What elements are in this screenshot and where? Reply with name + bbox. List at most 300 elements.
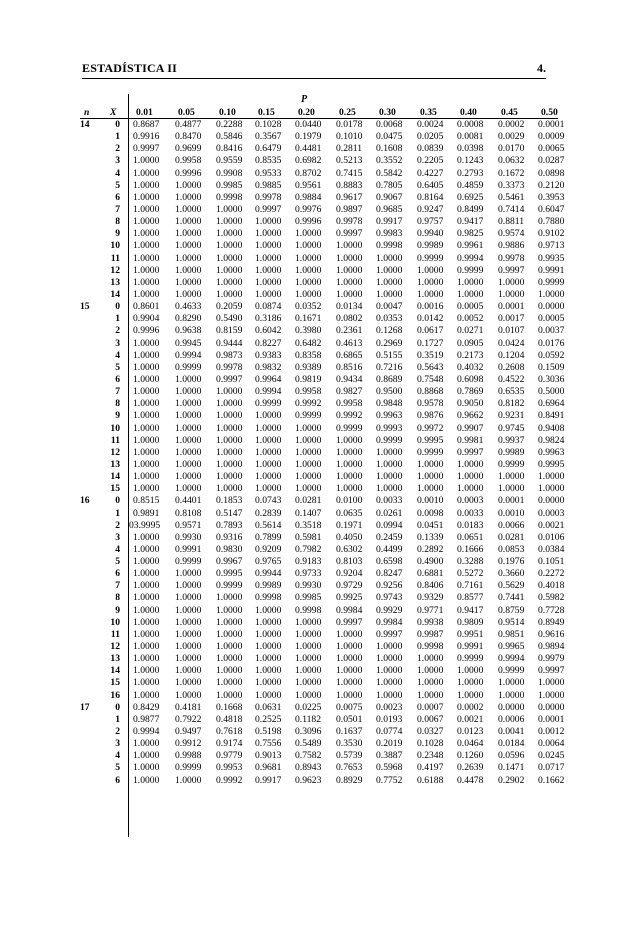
- probability-cell: 0.8689: [376, 373, 403, 385]
- probability-cell: 0.0353: [376, 313, 403, 325]
- probability-cell: 1.0000: [175, 653, 202, 665]
- probability-cell: 0.7618: [216, 726, 243, 738]
- probability-cell: 0.9329: [417, 592, 444, 604]
- probability-cell: 1.0000: [457, 483, 484, 495]
- table-row: [80, 750, 565, 762]
- probability-cell: 1.0000: [175, 191, 202, 203]
- probability-cell: 1.0000: [376, 665, 403, 677]
- x-value: 6: [115, 568, 120, 580]
- probability-cell: 0.9985: [216, 179, 243, 191]
- probability-cell: 0.0023: [376, 701, 403, 713]
- probability-cell: 1.0000: [336, 628, 363, 640]
- probability-cell: 0.2205: [417, 155, 444, 167]
- probability-cell: 0.1668: [216, 701, 243, 713]
- x-value: 9: [115, 604, 120, 616]
- probability-cell: 0.3036: [538, 373, 565, 385]
- probability-cell: 0.2969: [376, 337, 403, 349]
- probability-cell: 0.2902: [498, 774, 525, 786]
- probability-cell: 0.1051: [538, 556, 565, 568]
- x-value: 0: [115, 301, 120, 313]
- probability-cell: 0.9616: [538, 628, 565, 640]
- n-value: 15: [80, 301, 90, 313]
- page-number-value: 4: [537, 61, 543, 75]
- probability-cell: 0.0005: [538, 313, 565, 325]
- probability-cell: 0.6865: [336, 349, 363, 361]
- probability-cell: 1.0000: [376, 446, 403, 458]
- probability-cell: 0.9930: [175, 531, 202, 543]
- probability-cell: 1.0000: [133, 410, 160, 422]
- x-value: 5: [115, 179, 120, 191]
- table-row: [80, 252, 565, 265]
- probability-cell: 0.4522: [498, 373, 525, 385]
- probability-cell: 1.0000: [175, 568, 202, 580]
- probability-cell: 1.0000: [295, 665, 322, 677]
- probability-cell: 0.8883: [336, 179, 363, 191]
- probability-cell: 0.5629: [498, 580, 525, 592]
- table-row: [80, 556, 565, 568]
- probability-cell: 0.5842: [376, 167, 403, 179]
- x-value: 11: [110, 628, 120, 640]
- probability-cell: 1.0000: [175, 203, 202, 215]
- probability-cell: 0.9994: [498, 653, 525, 665]
- probability-cell: 1.0000: [133, 689, 160, 701]
- probability-cell: 0.9951: [457, 628, 484, 640]
- probability-cell: 1.0000: [336, 434, 363, 446]
- probability-cell: 1.0000: [216, 434, 243, 446]
- page-title: ESTADÍSTICA II: [82, 61, 177, 75]
- probability-cell: 1.0000: [216, 203, 243, 215]
- probability-cell: 0.0352: [295, 301, 322, 313]
- header-n: n: [84, 107, 90, 118]
- probability-cell: 0.9757: [417, 216, 444, 228]
- table-row: [80, 774, 565, 787]
- probability-cell: 0.9967: [216, 556, 243, 568]
- probability-cell: 1.0000: [376, 458, 403, 470]
- probability-cell: 0.9745: [498, 422, 525, 434]
- x-value: 13: [110, 458, 120, 470]
- table-row: [80, 531, 565, 544]
- probability-cell: 0.5155: [376, 349, 403, 361]
- probability-cell: 0.0281: [498, 531, 525, 543]
- probability-cell: 0.0003: [538, 507, 565, 519]
- probability-cell: 1.0000: [133, 616, 160, 628]
- probability-cell: 1.0000: [133, 592, 160, 604]
- probability-cell: 1.0000: [175, 471, 202, 483]
- probability-cell: 1.0000: [336, 677, 363, 689]
- probability-cell: 1.0000: [133, 471, 160, 483]
- table-row: [80, 422, 565, 435]
- probability-cell: 0.0261: [376, 507, 403, 519]
- probability-cell: 0.7869: [457, 386, 484, 398]
- probability-cell: 0.2059: [216, 301, 243, 313]
- table-row: [80, 288, 565, 301]
- probability-cell: 1.0000: [336, 483, 363, 495]
- x-value: 4: [115, 349, 120, 361]
- probability-cell: 0.9578: [417, 398, 444, 410]
- probability-cell: 0.0905: [457, 337, 484, 349]
- probability-cell: 1.0000: [175, 446, 202, 458]
- probability-cell: 0.8499: [457, 203, 484, 215]
- probability-cell: 0.2173: [457, 349, 484, 361]
- probability-cell: 0.9999: [498, 458, 525, 470]
- probability-cell: 0.7216: [376, 361, 403, 373]
- probability-cell: 0.3660: [498, 568, 525, 580]
- probability-cell: 0.0384: [538, 543, 565, 555]
- header-p-0.20: 0.20: [298, 107, 315, 118]
- probability-cell: 1.0000: [376, 276, 403, 288]
- probability-cell: 0.3519: [417, 349, 444, 361]
- table-row: [80, 264, 565, 277]
- probability-cell: 1.0000: [216, 483, 243, 495]
- x-value: 15: [110, 677, 120, 689]
- probability-cell: 0.0205: [417, 131, 444, 143]
- probability-cell: 1.0000: [175, 774, 202, 786]
- probability-cell: 1.0000: [133, 628, 160, 640]
- table-row: [80, 726, 565, 738]
- probability-cell: 0.0012: [538, 726, 565, 738]
- probability-cell: 0.9638: [175, 325, 202, 337]
- probability-cell: 0.8601: [133, 301, 160, 313]
- probability-cell: 0.0098: [417, 507, 444, 519]
- probability-cell: 1.0000: [336, 653, 363, 665]
- probability-cell: 1.0000: [216, 628, 243, 640]
- probability-cell: 1.0000: [336, 446, 363, 458]
- probability-cell: 0.0774: [376, 726, 403, 738]
- probability-cell: 1.0000: [457, 665, 484, 677]
- probability-cell: 0.6042: [255, 325, 282, 337]
- probability-cell: 1.0000: [216, 665, 243, 677]
- table-row: [80, 276, 565, 289]
- probability-cell: 0.9991: [538, 264, 565, 276]
- probability-cell: 0.5147: [216, 507, 243, 519]
- probability-cell: 0.9995: [216, 568, 243, 580]
- probability-cell: 1.0000: [498, 483, 525, 495]
- probability-cell: 0.9945: [175, 337, 202, 349]
- probability-cell: 0.5968: [376, 762, 403, 774]
- probability-cell: 0.9997: [216, 373, 243, 385]
- probability-cell: 0.1727: [417, 337, 444, 349]
- probability-cell: 0.4859: [457, 179, 484, 191]
- probability-cell: 0.3288: [457, 556, 484, 568]
- probability-cell: 0.9765: [255, 556, 282, 568]
- probability-cell: 0.0592: [538, 349, 565, 361]
- probability-cell: 0.9994: [175, 349, 202, 361]
- probability-axis-label: P: [301, 94, 308, 105]
- probability-cell: 1.0000: [133, 191, 160, 203]
- probability-cell: 0.8687: [133, 119, 160, 130]
- probability-cell: 0.0001: [498, 495, 525, 507]
- probability-cell: 0.1637: [336, 726, 363, 738]
- probability-cell: 1.0000: [175, 216, 202, 228]
- probability-cell: 0.9999: [498, 665, 525, 677]
- probability-cell: 0.0193: [376, 713, 403, 725]
- probability-cell: 0.9999: [216, 580, 243, 592]
- probability-cell: 0.8811: [498, 216, 525, 228]
- probability-cell: 1.0000: [216, 422, 243, 434]
- probability-cell: 0.7728: [538, 604, 565, 616]
- probability-cell: 1.0000: [255, 616, 282, 628]
- probability-cell: 0.0994: [376, 519, 403, 531]
- probability-cell: 1.0000: [255, 641, 282, 653]
- probability-cell: 0.9997: [133, 143, 160, 155]
- probability-cell: 0.9743: [376, 592, 403, 604]
- header-p-0.50: 0.50: [541, 107, 558, 118]
- probability-cell: 0.1509: [538, 361, 565, 373]
- probability-cell: 1.0000: [175, 386, 202, 398]
- x-value: 10: [110, 422, 120, 434]
- probability-cell: 0.9209: [255, 543, 282, 555]
- x-value: 14: [110, 665, 120, 677]
- probability-cell: 0.4227: [417, 167, 444, 179]
- probability-cell: 0.7982: [295, 543, 322, 555]
- probability-cell: 0.9958: [175, 155, 202, 167]
- probability-cell: 0.9958: [295, 386, 322, 398]
- probability-cell: 0.0176: [538, 337, 565, 349]
- x-value: 14: [110, 288, 120, 300]
- probability-cell: 0.9533: [255, 167, 282, 179]
- probability-cell: 0.1662: [538, 774, 565, 786]
- probability-cell: 0.9907: [457, 422, 484, 434]
- probability-cell: 0.6405: [417, 179, 444, 191]
- probability-cell: 1.0000: [295, 628, 322, 640]
- probability-cell: 0.4900: [417, 556, 444, 568]
- probability-cell: 1.0000: [498, 471, 525, 483]
- probability-cell: 1.0000: [255, 458, 282, 470]
- probability-cell: 0.0052: [457, 313, 484, 325]
- probability-cell: 0.9935: [538, 252, 565, 264]
- probability-cell: 1.0000: [498, 276, 525, 288]
- probability-cell: 1.0000: [255, 446, 282, 458]
- probability-cell: 0.9999: [175, 762, 202, 774]
- probability-cell: 0.9929: [376, 604, 403, 616]
- table-row: [80, 458, 565, 471]
- probability-cell: 0.9997: [498, 264, 525, 276]
- probability-cell: 1.0000: [538, 689, 565, 701]
- x-value: 12: [110, 446, 120, 458]
- probability-cell: 0.9904: [133, 313, 160, 325]
- x-value: 1: [115, 131, 120, 143]
- probability-cell: 0.9917: [255, 774, 282, 786]
- probability-cell: 0.7893: [216, 519, 243, 531]
- x-value: 7: [115, 580, 120, 592]
- probability-cell: 1.0000: [175, 580, 202, 592]
- probability-cell: 0.3567: [255, 131, 282, 143]
- probability-cell: 0.7556: [255, 738, 282, 750]
- probability-cell: 03.9995: [129, 519, 161, 531]
- probability-cell: 0.9996: [133, 325, 160, 337]
- probability-cell: 0.0017: [498, 313, 525, 325]
- probability-cell: 1.0000: [255, 228, 282, 240]
- probability-cell: 0.8108: [175, 507, 202, 519]
- probability-cell: 0.9999: [175, 556, 202, 568]
- probability-cell: 0.9999: [417, 252, 444, 264]
- probability-cell: 0.0225: [295, 701, 322, 713]
- probability-cell: 0.6188: [417, 774, 444, 786]
- probability-cell: 0.9809: [457, 616, 484, 628]
- probability-cell: 0.7441: [498, 592, 525, 604]
- x-value: 6: [115, 191, 120, 203]
- probability-cell: 0.9988: [175, 750, 202, 762]
- probability-cell: 1.0000: [376, 264, 403, 276]
- probability-cell: 0.0075: [336, 701, 363, 713]
- page-number: [537, 61, 546, 76]
- probability-cell: 1.0000: [336, 665, 363, 677]
- probability-cell: 1.0000: [216, 240, 243, 252]
- probability-cell: 0.0006: [498, 713, 525, 725]
- x-value: 11: [110, 434, 120, 446]
- x-value: 10: [110, 616, 120, 628]
- table-row: [80, 325, 565, 337]
- probability-cell: 0.9685: [376, 203, 403, 215]
- probability-cell: 0.8868: [417, 386, 444, 398]
- probability-cell: 0.8247: [376, 568, 403, 580]
- x-value: 2: [115, 325, 120, 337]
- table-row: [80, 616, 565, 629]
- probability-cell: 1.0000: [255, 422, 282, 434]
- probability-cell: 0.5739: [336, 750, 363, 762]
- table-row: [80, 228, 565, 240]
- probability-cell: 1.0000: [417, 276, 444, 288]
- probability-cell: 0.9997: [376, 628, 403, 640]
- probability-cell: 0.0037: [538, 325, 565, 337]
- probability-cell: 1.0000: [295, 276, 322, 288]
- header-p-0.45: 0.45: [501, 107, 518, 118]
- probability-cell: 1.0000: [255, 252, 282, 264]
- x-value: 0: [115, 701, 120, 713]
- probability-cell: 0.0651: [457, 531, 484, 543]
- probability-cell: 0.4197: [417, 762, 444, 774]
- probability-cell: 1.0000: [295, 446, 322, 458]
- probability-cell: 1.0000: [417, 677, 444, 689]
- probability-cell: 0.9231: [498, 410, 525, 422]
- probability-cell: 1.0000: [175, 410, 202, 422]
- probability-cell: 0.2639: [457, 762, 484, 774]
- probability-cell: 1.0000: [376, 252, 403, 264]
- probability-cell: 0.8759: [498, 604, 525, 616]
- probability-cell: 0.2348: [417, 750, 444, 762]
- probability-cell: 1.0000: [538, 288, 565, 300]
- probability-cell: 0.0743: [255, 495, 282, 507]
- probability-cell: 0.0008: [457, 119, 484, 130]
- probability-cell: 0.5000: [538, 386, 565, 398]
- table-row: [80, 155, 565, 167]
- probability-cell: 0.9500: [376, 386, 403, 398]
- probability-cell: 1.0000: [133, 446, 160, 458]
- probability-cell: 0.0009: [538, 131, 565, 143]
- probability-cell: 0.7548: [417, 373, 444, 385]
- binomial-table-body: [80, 119, 565, 787]
- probability-cell: 0.0041: [498, 726, 525, 738]
- probability-cell: 0.0033: [376, 495, 403, 507]
- probability-cell: 1.0000: [376, 483, 403, 495]
- table-row: [80, 604, 565, 617]
- probability-cell: 1.0000: [175, 689, 202, 701]
- probability-cell: 0.4478: [457, 774, 484, 786]
- probability-cell: 0.9497: [175, 726, 202, 738]
- probability-cell: 1.0000: [133, 653, 160, 665]
- probability-cell: 0.9996: [295, 216, 322, 228]
- probability-cell: 0.8103: [336, 556, 363, 568]
- probability-cell: 0.9994: [133, 726, 160, 738]
- probability-cell: 0.0142: [417, 313, 444, 325]
- probability-cell: 1.0000: [216, 288, 243, 300]
- probability-cell: 0.2272: [538, 568, 565, 580]
- table-row: [80, 713, 565, 726]
- x-value: 8: [115, 592, 120, 604]
- probability-cell: 0.9434: [336, 373, 363, 385]
- probability-cell: 0.5272: [457, 568, 484, 580]
- probability-cell: 1.0000: [216, 398, 243, 410]
- probability-cell: 1.0000: [538, 483, 565, 495]
- probability-cell: 0.7899: [255, 531, 282, 543]
- probability-cell: 0.0001: [498, 301, 525, 313]
- probability-cell: 0.9617: [336, 191, 363, 203]
- probability-cell: 0.5981: [295, 531, 322, 543]
- probability-cell: 0.7880: [538, 216, 565, 228]
- probability-cell: 0.1666: [457, 543, 484, 555]
- probability-cell: 1.0000: [216, 689, 243, 701]
- probability-cell: 0.5461: [498, 191, 525, 203]
- probability-cell: 1.0000: [133, 543, 160, 555]
- probability-cell: 0.9999: [295, 410, 322, 422]
- table-row: [80, 580, 565, 592]
- probability-cell: 1.0000: [216, 386, 243, 398]
- probability-cell: 0.9623: [295, 774, 322, 786]
- probability-cell: 0.8491: [538, 410, 565, 422]
- probability-cell: 1.0000: [417, 458, 444, 470]
- probability-cell: 1.0000: [457, 288, 484, 300]
- probability-cell: 0.4613: [336, 337, 363, 349]
- probability-cell: 0.7415: [336, 167, 363, 179]
- probability-cell: 0.2811: [336, 143, 363, 155]
- probability-cell: 1.0000: [175, 628, 202, 640]
- probability-cell: 0.9417: [457, 604, 484, 616]
- probability-cell: 0.1268: [376, 325, 403, 337]
- probability-cell: 0.8164: [417, 191, 444, 203]
- probability-cell: 0.1979: [295, 131, 322, 143]
- probability-cell: 1.0000: [133, 556, 160, 568]
- table-row: [80, 738, 565, 750]
- probability-cell: 0.0033: [457, 507, 484, 519]
- probability-cell: 0.8429: [133, 701, 160, 713]
- probability-cell: 0.9989: [498, 446, 525, 458]
- table-row: [80, 762, 565, 774]
- probability-cell: 1.0000: [175, 422, 202, 434]
- probability-cell: 0.9408: [538, 422, 565, 434]
- probability-cell: 1.0000: [133, 483, 160, 495]
- header-p-0.05: 0.05: [178, 107, 195, 118]
- probability-cell: 0.9662: [457, 410, 484, 422]
- probability-cell: 0.0007: [417, 701, 444, 713]
- probability-cell: 0.3887: [376, 750, 403, 762]
- probability-cell: 1.0000: [295, 483, 322, 495]
- probability-cell: 1.0000: [336, 264, 363, 276]
- probability-cell: 1.0000: [376, 677, 403, 689]
- probability-cell: 0.5614: [255, 519, 282, 531]
- probability-cell: 0.3980: [295, 325, 322, 337]
- probability-cell: 0.9995: [538, 458, 565, 470]
- probability-cell: 0.0596: [498, 750, 525, 762]
- probability-cell: 0.6881: [417, 568, 444, 580]
- probability-cell: 0.4401: [175, 495, 202, 507]
- table-row: [80, 398, 565, 410]
- probability-cell: 0.1853: [216, 495, 243, 507]
- probability-cell: 0.1028: [417, 738, 444, 750]
- table-header-row: [80, 107, 558, 119]
- table-row: [80, 519, 565, 532]
- probability-cell: 1.0000: [133, 386, 160, 398]
- probability-cell: 0.6098: [457, 373, 484, 385]
